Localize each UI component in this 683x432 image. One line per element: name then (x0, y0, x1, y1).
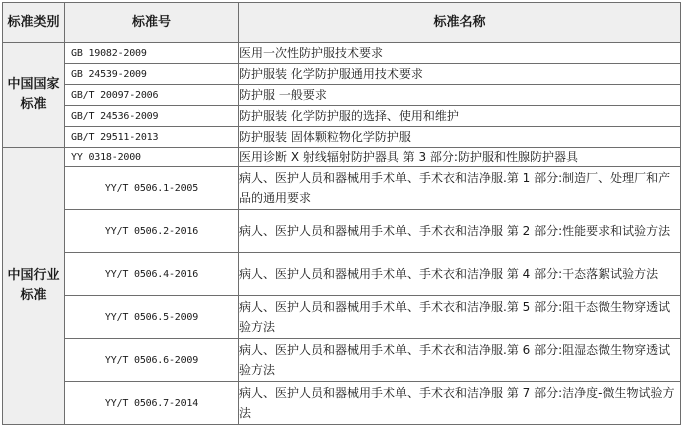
standard-code: GB 19082-2009 (65, 43, 239, 64)
standard-name: 病人、医护人员和器械用手术单、手术衣和洁净服 第 4 部分:干态落絮试验方法 (239, 253, 681, 296)
table-row (3, 106, 681, 127)
standard-name: 防护服 一般要求 (239, 85, 681, 106)
standard-name: 病人、医护人员和器械用手术单、手术衣和洁净服.第 5 部分:阻干态微生物穿透试验方法 (239, 296, 681, 339)
table-row (3, 127, 681, 148)
table-row (3, 210, 681, 253)
standard-name: 医用诊断 X 射线辐射防护器具 第 3 部分:防护服和性腺防护器具 (239, 148, 681, 167)
table-row (3, 85, 681, 106)
header-code: 标准号 (65, 3, 239, 43)
table-row (3, 296, 681, 339)
header-category: 标准类别 (3, 3, 65, 43)
standard-name: 医用一次性防护服技术要求 (239, 43, 681, 64)
standard-name: 防护服装 化学防护服通用技术要求 (239, 64, 681, 85)
header-row (3, 3, 681, 43)
table-row (3, 64, 681, 85)
standard-code: YY/T 0506.6-2009 (65, 339, 239, 382)
standards-table (2, 2, 681, 425)
header-name: 标准名称 (239, 3, 681, 43)
standard-name: 防护服装 固体颗粒物化学防护服 (239, 127, 681, 148)
standard-name: 病人、医护人员和器械用手术单、手术衣和洁净服.第 6 部分:阻湿态微生物穿透试验方法 (239, 339, 681, 382)
standard-code: GB/T 24536-2009 (65, 106, 239, 127)
table-row (3, 148, 681, 167)
standard-code: YY/T 0506.1-2005 (65, 167, 239, 210)
standard-name: 病人、医护人员和器械用手术单、手术衣和洁净服 第 7 部分:洁净度-微生物试验方法 (239, 382, 681, 425)
category-national: 中国国家标准 (3, 43, 65, 148)
table-row (3, 253, 681, 296)
category-industry: 中国行业标准 (3, 148, 65, 425)
standard-code: GB/T 29511-2013 (65, 127, 239, 148)
table-row (3, 339, 681, 382)
standard-code: YY/T 0506.4-2016 (65, 253, 239, 296)
standard-code: GB/T 20097-2006 (65, 85, 239, 106)
standard-code: GB 24539-2009 (65, 64, 239, 85)
standard-name: 病人、医护人员和器械用手术单、手术衣和洁净服 第 2 部分:性能要求和试验方法 (239, 210, 681, 253)
table-row (3, 382, 681, 425)
standard-code: YY 0318-2000 (65, 148, 239, 167)
standard-code: YY/T 0506.2-2016 (65, 210, 239, 253)
standard-name: 病人、医护人员和器械用手术单、手术衣和洁净服.第 1 部分:制造厂、处理厂和产品的通用要求 (239, 167, 681, 210)
standard-code: YY/T 0506.5-2009 (65, 296, 239, 339)
standard-name: 防护服装 化学防护服的选择、使用和维护 (239, 106, 681, 127)
standard-code: YY/T 0506.7-2014 (65, 382, 239, 425)
table-row (3, 43, 681, 64)
table-row (3, 167, 681, 210)
